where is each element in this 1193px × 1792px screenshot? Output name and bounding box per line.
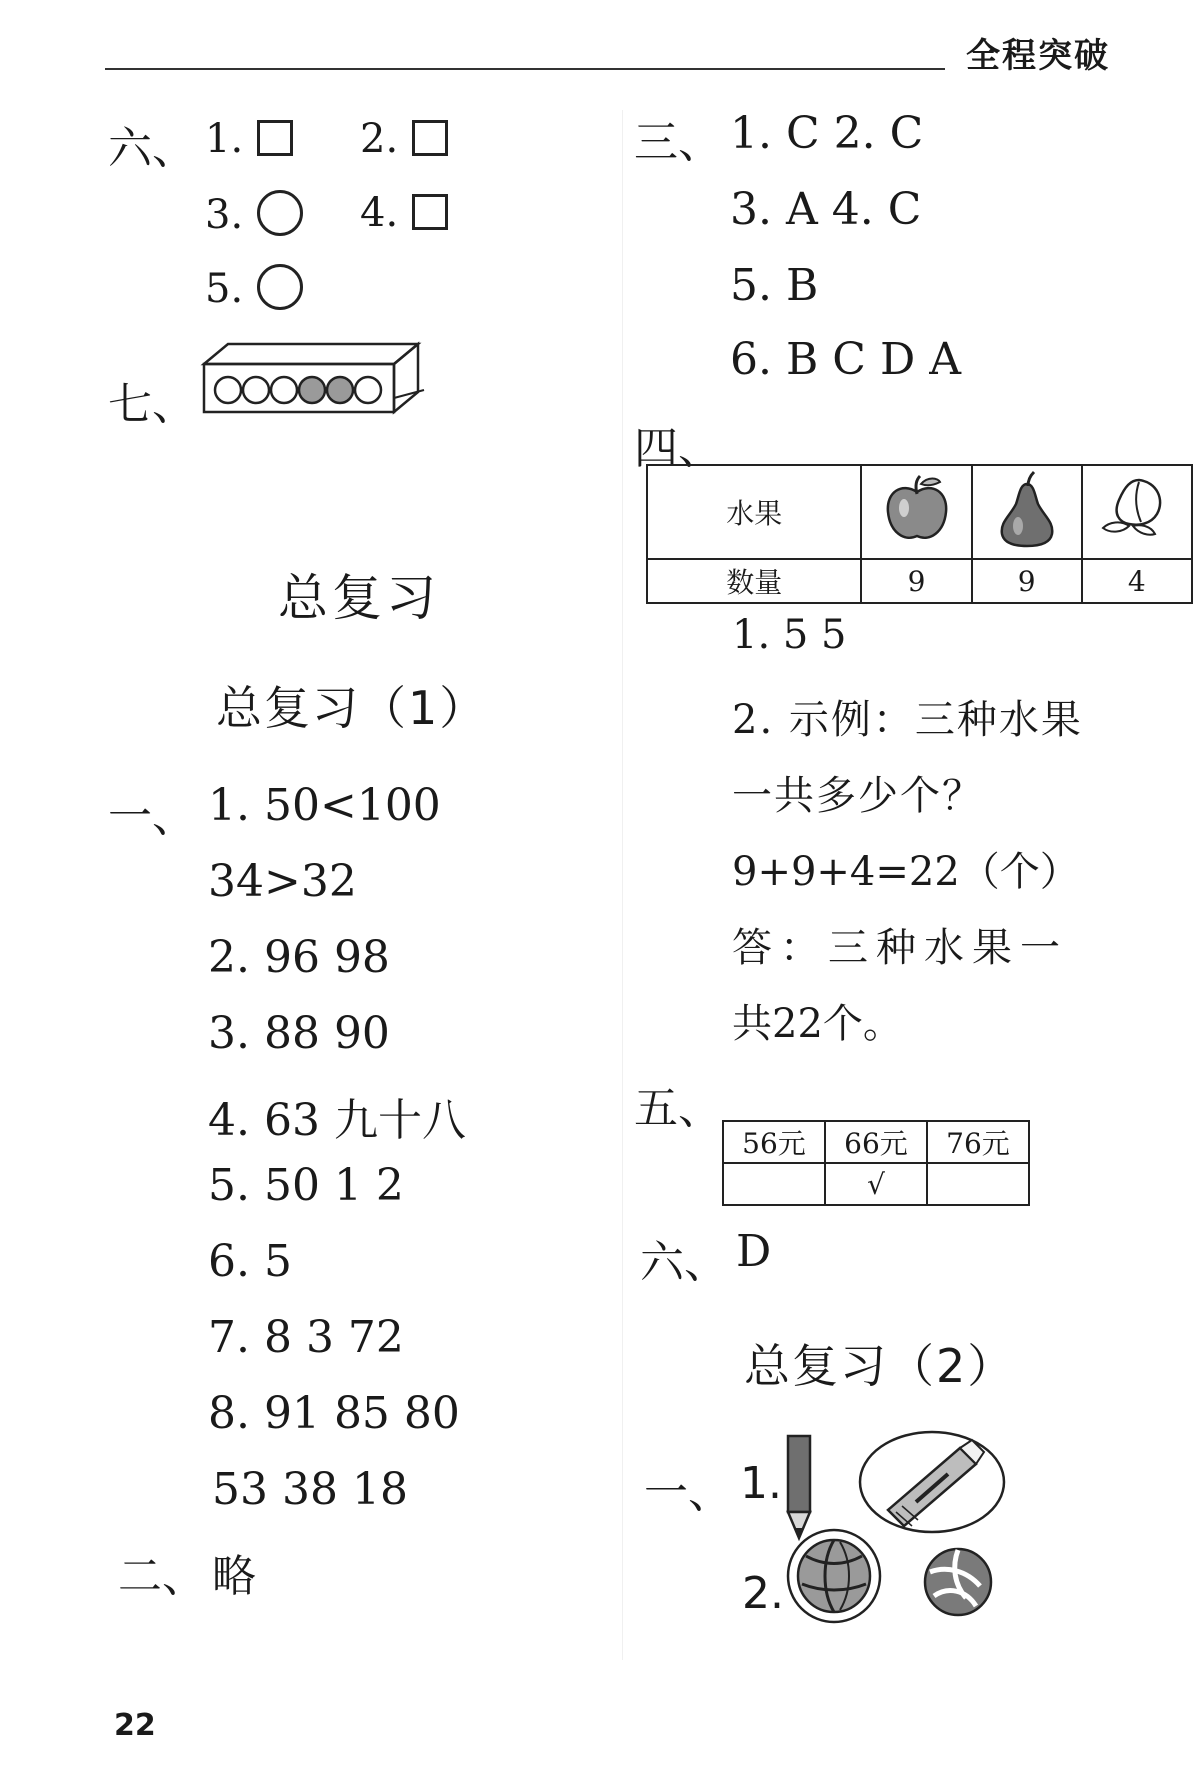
count-cell: 4 xyxy=(1082,559,1192,603)
ball-white xyxy=(271,377,297,403)
circle-icon xyxy=(257,190,303,236)
price-cell: 76元 xyxy=(927,1121,1029,1163)
answer-line: 9+9+4=22（个） xyxy=(732,849,1080,895)
fruit-cell xyxy=(1082,465,1192,559)
ball-gray xyxy=(299,377,325,403)
beach-ball-icon xyxy=(784,1526,884,1626)
answer-six-1: 1. xyxy=(205,116,293,162)
ball-gray xyxy=(327,377,353,403)
answer-one2-q2: 2. xyxy=(742,1568,784,1619)
answer-six-4: 4. xyxy=(360,190,448,236)
ball-white xyxy=(243,377,269,403)
mark-cell xyxy=(927,1163,1029,1205)
mark-cell xyxy=(723,1163,825,1205)
price-cell: 56元 xyxy=(723,1121,825,1163)
section-seven-label: 七、 xyxy=(108,379,196,430)
section-one-label: 一、 xyxy=(108,791,196,842)
answer-line: 2. 96 98 xyxy=(208,932,390,983)
column-divider xyxy=(622,110,623,1660)
ball-white xyxy=(215,377,241,403)
answer-line: 53 38 18 xyxy=(212,1464,408,1515)
section-one-right-label: 一、 xyxy=(644,1467,732,1518)
answer-six-5: 5. xyxy=(205,264,303,312)
check-mark: √ xyxy=(825,1163,927,1205)
square-icon xyxy=(412,194,448,230)
answer-one2-q1: 1. xyxy=(740,1458,782,1509)
answer-line: 4. 63 九十八 xyxy=(208,1095,466,1146)
utility-knife-icon xyxy=(856,1426,1008,1538)
circle-icon xyxy=(257,264,303,310)
page-number: 22 xyxy=(114,1708,156,1743)
section-three-label: 三、 xyxy=(634,117,722,168)
answer-line: 6. B C D A xyxy=(730,334,961,385)
answer-line: 共22个。 xyxy=(732,1001,903,1047)
answer-line: 1. 50<100 xyxy=(208,780,441,831)
ball-box-figure xyxy=(200,338,430,416)
answer-line: 1. C 2. C xyxy=(730,108,924,159)
answer-line: 5. B xyxy=(730,260,819,311)
count-cell: 9 xyxy=(861,559,971,603)
section-title-review: 总复习 xyxy=(278,569,440,627)
answer-line: 一共多少个？ xyxy=(732,773,984,819)
price-table xyxy=(722,1120,1030,1206)
answer-line: 3. A 4. C xyxy=(730,184,922,235)
answer-line: 3. 88 90 xyxy=(208,1008,390,1059)
header-rule xyxy=(105,68,945,70)
apple-icon xyxy=(880,472,954,546)
answer-line: 5. 50 1 2 xyxy=(208,1160,404,1211)
square-icon xyxy=(412,120,448,156)
answer-line: 答：三种水果一 xyxy=(732,925,1068,971)
answer-six-2: 2. xyxy=(360,116,448,162)
answer-line: 1. 5 5 xyxy=(732,612,847,658)
ball-white xyxy=(355,377,381,403)
pear-icon xyxy=(992,470,1062,548)
fruit-table xyxy=(646,464,1193,604)
answer-six-right-text: D xyxy=(736,1226,772,1277)
answer-line: 6. 5 xyxy=(208,1236,292,1287)
answer-line: 2. 示例：三种水果 xyxy=(732,697,1083,743)
section-five-label: 五、 xyxy=(634,1083,722,1134)
brand-title: 全程突破 xyxy=(966,36,1110,76)
peach-icon xyxy=(1099,474,1175,544)
fruit-row-header: 水果 xyxy=(647,465,861,559)
price-cell: 66元 xyxy=(825,1121,927,1163)
answer-two-text: 略 xyxy=(212,1551,256,1602)
section-title-review-1: 总复习（1） xyxy=(216,681,488,735)
section-title-review-2: 总复习（2） xyxy=(744,1339,1016,1393)
answer-line: 8. 91 85 80 xyxy=(208,1388,460,1439)
answer-line: 7. 8 3 72 xyxy=(208,1312,404,1363)
section-two-label: 二、 xyxy=(118,1551,206,1602)
fruit-cell xyxy=(972,465,1082,559)
section-four-label: 四、 xyxy=(634,423,722,474)
square-icon xyxy=(257,120,293,156)
section-six-right-label: 六、 xyxy=(640,1237,728,1288)
volleyball-icon xyxy=(922,1546,994,1618)
fruit-cell xyxy=(861,465,971,559)
answer-six-3: 3. xyxy=(205,190,303,238)
count-cell: 9 xyxy=(972,559,1082,603)
section-six-label: 六、 xyxy=(108,123,196,174)
answer-line: 34>32 xyxy=(208,856,357,907)
count-row-header: 数量 xyxy=(647,559,861,603)
